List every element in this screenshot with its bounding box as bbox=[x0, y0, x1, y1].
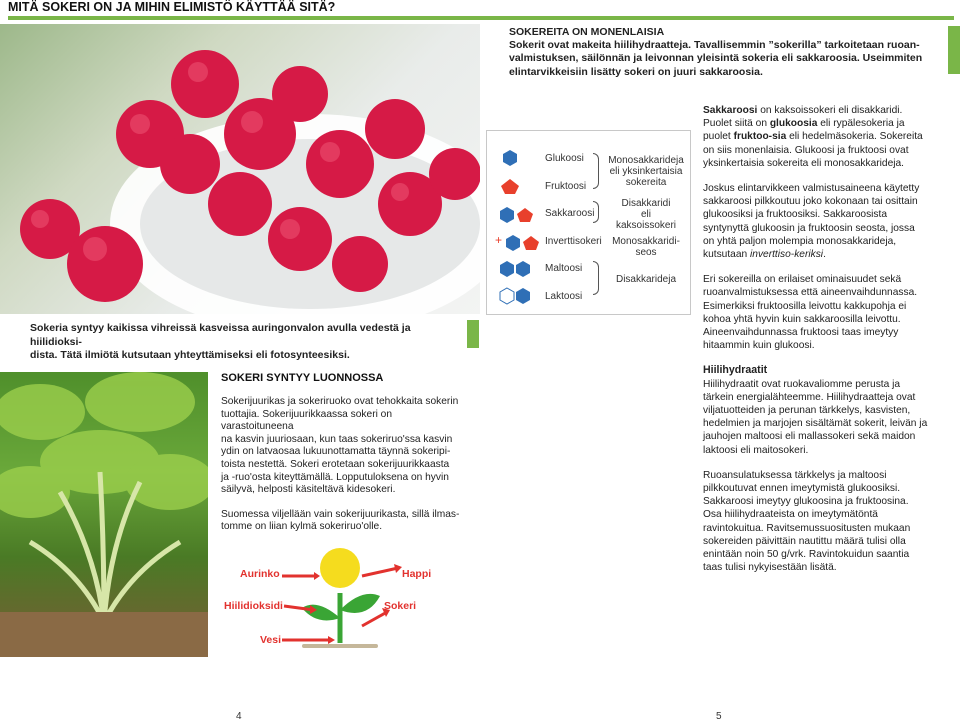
group-line: sokereita bbox=[625, 177, 667, 188]
group-brace bbox=[593, 153, 599, 189]
glucose-icon bbox=[506, 235, 520, 251]
molecule-icons bbox=[487, 131, 547, 316]
group-disakkaridi bbox=[603, 198, 689, 231]
group-line: eli bbox=[640, 209, 651, 220]
sugar-label-sakkaroosi: Sakkaroosi bbox=[545, 208, 595, 219]
sugar-label-fruktoosi: Fruktoosi bbox=[545, 181, 587, 192]
group-line: eli yksinkertaisia bbox=[609, 166, 683, 177]
text-span: . bbox=[823, 249, 826, 261]
raspberry-photo bbox=[0, 24, 480, 314]
right-paragraph-2 bbox=[703, 182, 928, 261]
right-paragraph-1 bbox=[703, 104, 928, 170]
fructose-icon bbox=[501, 179, 519, 194]
glucose-icon bbox=[503, 150, 517, 166]
sugar-label-laktoosi: Laktoosi bbox=[545, 291, 583, 302]
text-line: valmistuksen, säilönnän ja leivonnan yleisintä sokeria eli sakkaroosia. Useimmiten bbox=[509, 52, 923, 65]
group-line: Disakkaridi bbox=[621, 198, 671, 209]
glucose-icon bbox=[516, 261, 530, 277]
term-inverttisokeri: inverttiso- bbox=[750, 249, 795, 261]
right-column bbox=[703, 104, 928, 575]
galactose-icon bbox=[500, 288, 514, 304]
page-number-left: 4 bbox=[236, 711, 242, 721]
side-tab-right bbox=[948, 26, 960, 74]
photosynthesis-diagram bbox=[222, 548, 462, 658]
text-span: Joskus elintarvikkeen valmistusaineena käytetty sakkaroosi pilkkoutuu joko kokonaan tai osittain glukoosiksi ja fruktoosiksi. Sakkaroosista syntynyttä glukoosin ja fruktoosin seosta, jossa on yhtä paljon molempia monosakkarideja, kutsutaan bbox=[703, 183, 920, 261]
text-span: eli rypälesokeria ja puolet bbox=[703, 118, 905, 143]
group-monosakkaridiseos bbox=[603, 236, 689, 258]
text-line: Suomessa viljellään vain sokerijuurikasta, sillä ilmas- bbox=[221, 508, 460, 520]
term-glukoosia: glukoosia bbox=[769, 118, 818, 130]
right-paragraph-4: Hiilihydraatit ovat ruokavaliomme perusta ja tärkein energialähteemme. Hiilihydraatteja ovat viljatuotteiden ja perunan tärkkelys, kasvisten, hedelmien ja marjojen sisältämät sokerit, leivän ja jauhojen maltoosi eli mallassokeri sekä maidon laktoosi eli maitosokeri. bbox=[703, 378, 928, 456]
text-line: elintarvikkeisiin lisätty sokeri on juuri sakkaroosia. bbox=[509, 65, 763, 78]
arrow-right-icon bbox=[314, 572, 320, 580]
text-line: Sokerit ovat makeita hiilihydraatteja. Tavallisemmin ”sokerilla” tarkoitetaan ruoan- bbox=[509, 39, 920, 52]
nature-heading: SOKERI SYNTYY LUONNOSSA bbox=[221, 372, 384, 384]
sugar-types-diagram bbox=[486, 130, 691, 315]
group-disakkarideja: Disakkarideja bbox=[615, 274, 677, 285]
text-span: on kaksoissokeri eli disakkaridi. Puolet siitä on bbox=[703, 105, 903, 130]
group-brace bbox=[593, 201, 599, 223]
page-title: MITÄ SOKERI ON JA MIHIN ELIMISTÖ KÄYTTÄÄ SITÄ? bbox=[8, 0, 336, 14]
label-hiilidioksidi: Hiilidioksidi bbox=[224, 600, 283, 612]
intro-heading: SOKEREITA ON MONENLAISIA bbox=[509, 26, 665, 38]
header-rule bbox=[8, 16, 954, 20]
glucose-icon bbox=[500, 261, 514, 277]
arrow-right-icon bbox=[328, 636, 335, 644]
right-paragraph-3: Eri sokereilla on erilaiset ominaisuudet sekä ruoanvalmistuksessa että aineenvaihdunnassa. Esimerkiksi fruktoosilla leivottu kakkupohja ei kohoa yhtä hyvin kuin sakkaroosilla leivottu. Aineenvaihdunnassa fruktoosi taas imeytyy hitaammin kuin glukoosi. bbox=[703, 274, 918, 352]
photo-caption bbox=[30, 322, 460, 363]
term-sakkaroosi: Sakkaroosi bbox=[703, 105, 758, 116]
intro-section bbox=[509, 26, 949, 79]
fructose-icon bbox=[523, 236, 539, 250]
fructose-icon bbox=[517, 208, 533, 222]
text-line: säilyvä, helposti käsiteltävä kidesokeri. bbox=[221, 484, 396, 496]
label-sokeri: Sokeri bbox=[384, 600, 417, 612]
page-number-right: 5 bbox=[716, 711, 722, 721]
intro-text bbox=[509, 39, 949, 79]
text-line: na kasvin juuriosaan, kun taas sokeriruo'ssa kasvin bbox=[221, 433, 453, 445]
sugar-beet-photo bbox=[0, 372, 208, 657]
label-vesi: Vesi bbox=[260, 634, 282, 646]
nature-paragraph-2 bbox=[221, 509, 461, 534]
plus-sign: + bbox=[495, 233, 503, 247]
text-line: ja -ruo'osta kiteyttämällä. Lopputuloksena on hyvin bbox=[221, 471, 449, 483]
group-monosakkarideja bbox=[603, 155, 689, 188]
text-line: toista nestettä. Sokeri erotetaan sokerijuurikkaasta bbox=[221, 458, 450, 470]
text-line: tuottajia. Sokerijuurikkaassa sokeri on varastoituneena bbox=[221, 408, 393, 433]
text-line: ydin on latvaosaa lukuunottamatta täynnä sokeripi- bbox=[221, 446, 451, 458]
arrow-right-icon bbox=[394, 564, 402, 573]
glucose-icon bbox=[516, 288, 530, 304]
term-fruktoosia-end: sia bbox=[772, 131, 787, 143]
nature-section bbox=[221, 372, 461, 534]
group-brace bbox=[593, 261, 599, 295]
carbohydrates-heading: Hiilihydraatit bbox=[703, 364, 768, 377]
group-line: Monosakkarideja bbox=[608, 155, 684, 166]
caption-line: dista. Tätä ilmiötä kutsutaan yhteyttämiseksi eli fotosynteesiksi. bbox=[30, 349, 350, 361]
leaf-icon bbox=[340, 594, 380, 613]
caption-line: Sokeria syntyy kaikissa vihreissä kasveissa auringonvalon avulla vedestä ja hiilidioksi- bbox=[30, 322, 411, 348]
sun-icon bbox=[320, 548, 360, 588]
group-line: Monosakkaridi- bbox=[612, 236, 680, 247]
text-line: tomme on liian kylmä sokeriruo'olle. bbox=[221, 521, 383, 533]
sugar-label-glukoosi: Glukoosi bbox=[545, 153, 584, 164]
right-paragraph-5: Ruoansulatuksessa tärkkelys ja maltoosi pilkkoutuvat ennen imeytymistä glukoosiksi. Sakkaroosi imeytyy glukoosina ja fruktoosina. Osa hiilihydraateista on imeytymätöntä ravintokuitua. Ravitsemussuositusten mukaan sokereiden päivittäin nautittu määrä tulisi olla enintään noin 50 g/vrk. Ravintokuidun saantia taas tulisi nykyisestään lisätä. bbox=[703, 469, 911, 574]
text-span: eli hedelmäsokeria. Sokereita on siis monenlaisia. Glukoosi ja fruktoosi ovat yksinkertaisia sokereita eli monosakkarideja. bbox=[703, 131, 923, 169]
label-happi: Happi bbox=[402, 568, 432, 580]
group-line: seos bbox=[635, 247, 657, 258]
side-tab-left-2 bbox=[467, 320, 479, 348]
glucose-icon bbox=[500, 207, 514, 223]
group-line: kaksoissokeri bbox=[615, 220, 677, 231]
nature-paragraph-1 bbox=[221, 396, 461, 497]
sugar-label-inverttisokeri: Inverttisokeri bbox=[545, 236, 602, 247]
term-inverttisokeri-end: keriksi bbox=[794, 249, 824, 261]
text-line: Sokerijuurikas ja sokeriruoko ovat tehokkaita sokerin bbox=[221, 396, 459, 407]
label-aurinko: Aurinko bbox=[240, 568, 280, 580]
sugar-label-maltoosi: Maltoosi bbox=[545, 263, 583, 274]
term-fruktoosia: fruktoo- bbox=[733, 131, 773, 143]
leaf-icon bbox=[302, 605, 340, 621]
